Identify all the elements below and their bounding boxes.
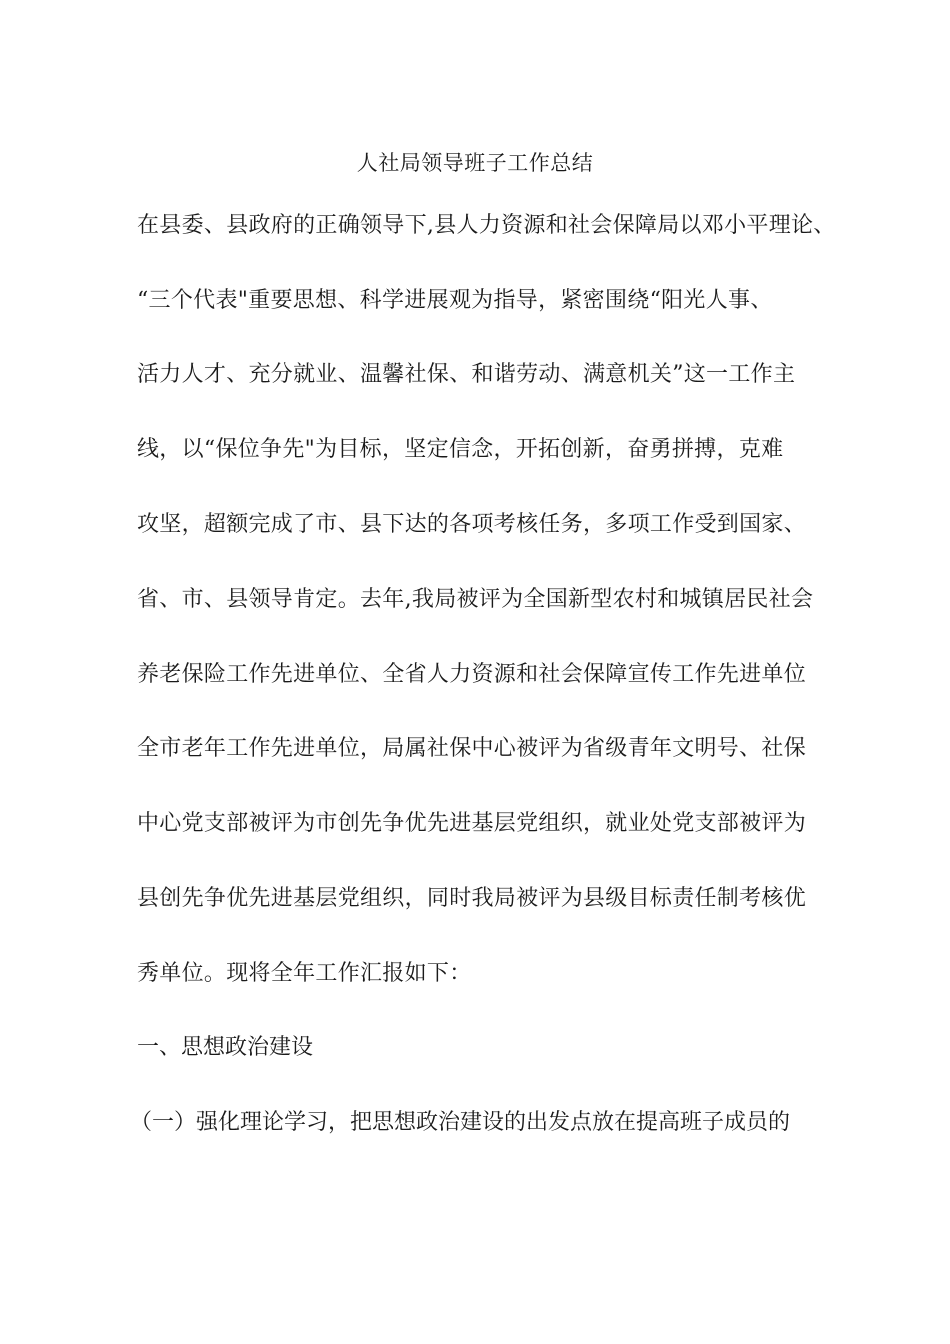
paragraph-line: 活力人才、充分就业、温馨社保、和谐劳动、满意机关”这一工作主	[137, 362, 796, 387]
paragraph-line: 养老保险工作先进单位、全省人力资源和社会保障宣传工作先进单位	[137, 662, 807, 687]
document-title: 人社局领导班子工作总结	[356, 151, 594, 175]
section-heading: 一、思想政治建设	[137, 1035, 314, 1060]
paragraph-line: 县创先争优先进基层党组织，同时我局被评为县级目标责任制考核优	[137, 886, 807, 911]
subsection-line: （一）强化理论学习，把思想政治建设的出发点放在提高班子成员的	[130, 1110, 791, 1135]
paragraph-line: 攻坚，超额完成了市、县下达的各项考核任务，多项工作受到国家、	[137, 512, 807, 537]
paragraph-line: 在县委、县政府的正确领导下,县人力资源和社会保障局以邓小平理论、	[137, 213, 836, 238]
paragraph-line: 全市老年工作先进单位，局属社保中心被评为省级青年文明号、社保	[137, 736, 807, 761]
paragraph-line: 省、市、县领导肯定。去年,我局被评为全国新型农村和城镇居民社会	[137, 587, 814, 612]
paragraph-line: 秀单位。现将全年工作汇报如下：	[137, 961, 472, 986]
paragraph-line: 线，以“保位争先"为目标，坚定信念，开拓创新，奋勇拼搏，克难	[137, 437, 784, 462]
paragraph-line: 中心党支部被评为市创先争优先进基层党组织，就业处党支部被评为	[137, 811, 807, 836]
paragraph-line: “三个代表"重要思想、科学进展观为指导，紧密围绕“阳光人事、	[137, 288, 773, 313]
